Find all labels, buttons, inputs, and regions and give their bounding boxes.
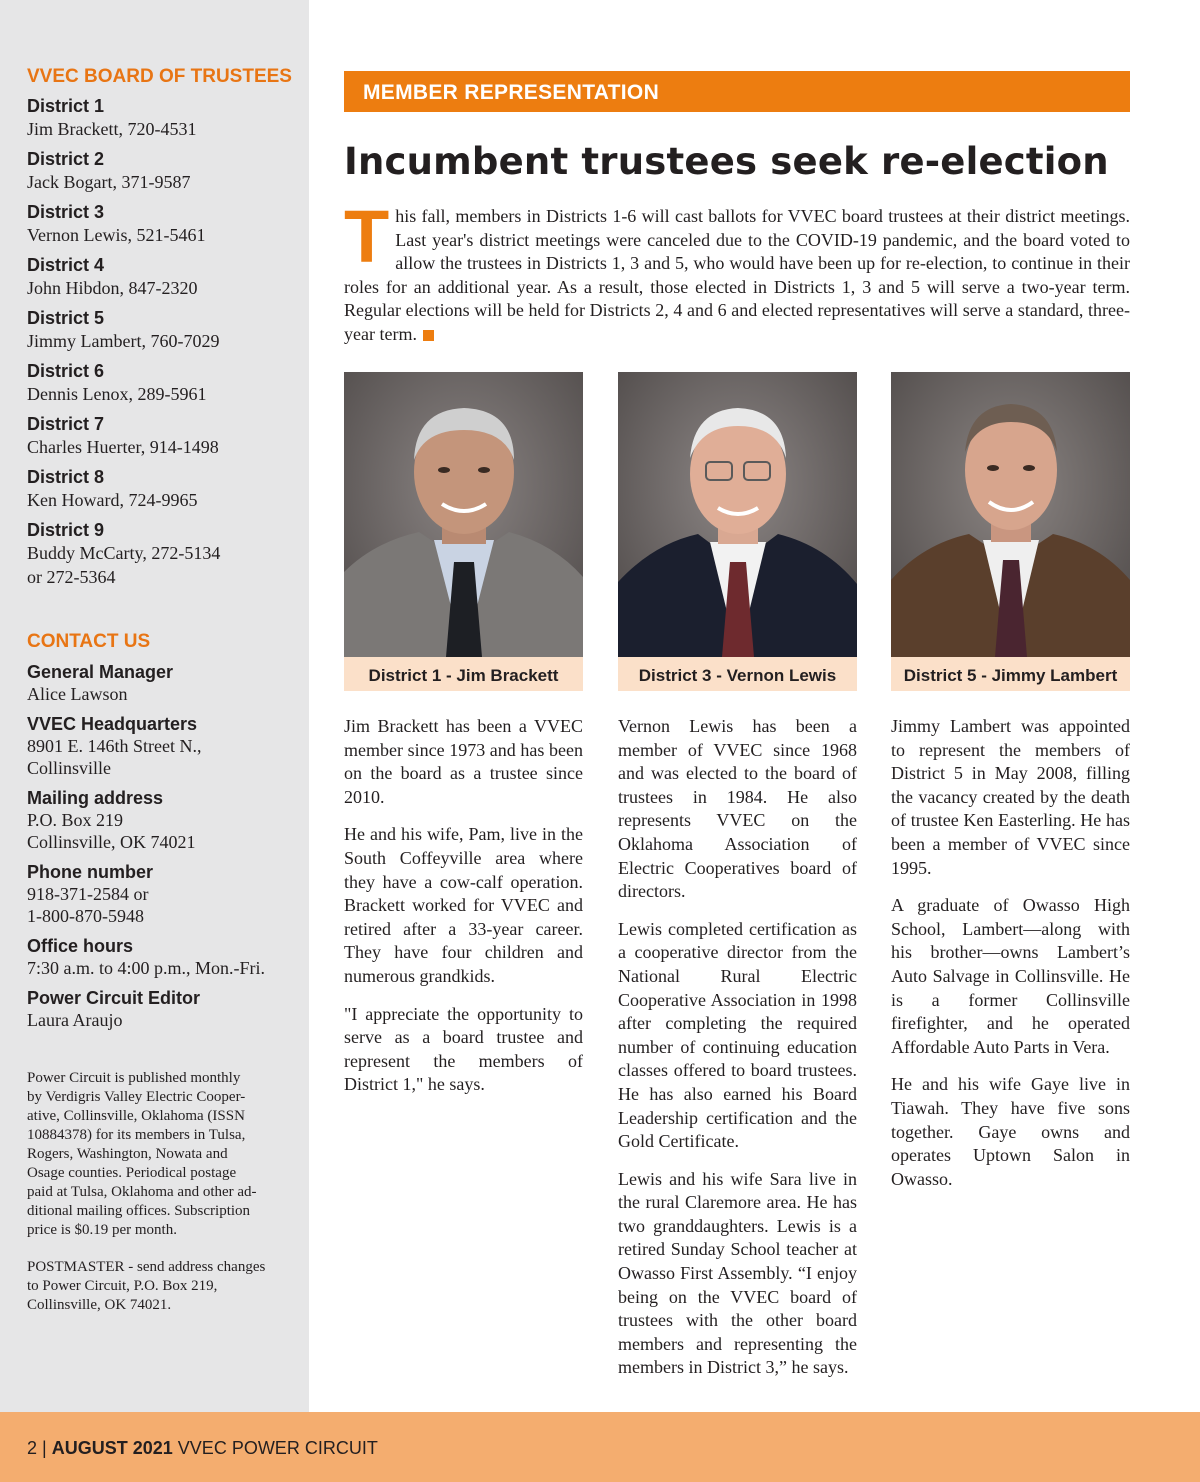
district-entry — [27, 148, 297, 194]
end-mark-icon — [423, 330, 434, 341]
district-trustee: Jim Brackett, 720-4531 — [27, 119, 197, 139]
contact-value: P.O. Box 219 — [27, 810, 124, 830]
notice-line: price is $0.19 per month. — [27, 1222, 177, 1238]
contact-value: Collinsville, OK 74021 — [27, 832, 196, 852]
folio-separator: | — [42, 1438, 47, 1458]
profile-body — [344, 715, 583, 1097]
district-name: District 9 — [27, 520, 105, 540]
contact-label: Power Circuit Editor — [27, 988, 201, 1008]
contact-heading: CONTACT US — [27, 631, 151, 652]
contact-label: General Manager — [27, 662, 174, 682]
profile-paragraph: Jimmy Lambert was appointed to represent the members of District 5 in May 2008, filling the vacancy created by the death of trustee Ken Easterling. He has been a member of VVEC since 1995. — [891, 716, 1130, 878]
contact-entry — [27, 713, 297, 779]
district-trustee-alt-phone: or 272-5364 — [27, 567, 116, 587]
sidebar-content — [27, 66, 297, 1315]
district-name: District 2 — [27, 149, 105, 169]
profile-body — [618, 715, 857, 1380]
district-name: District 7 — [27, 414, 105, 434]
contact-value: Collinsville — [27, 758, 112, 778]
district-entry — [27, 360, 297, 406]
contact-entry — [27, 787, 297, 853]
district-trustee: Vernon Lewis, 521-5461 — [27, 225, 206, 245]
contact-value: 7:30 a.m. to 4:00 p.m., Mon.-Fri. — [27, 958, 265, 978]
article-headline: Incumbent trustees seek re-election — [344, 140, 1109, 183]
profile-paragraph: Lewis and his wife Sara live in the rural Claremore area. He has two granddaughters. Lewis is a retired Sunday School teacher at Owasso First Assembly. “I enjoy being on the VVEC board of trustees with the other board members and representing the members in District 3,” he says. — [618, 1168, 857, 1378]
profile-paragraph: He and his wife, Pam, live in the South Coffeyville area where they have a cow-calf operation. Brackett worked for VVEC and retired after a 33-year career. They have four children and numerous grandkids. — [344, 824, 583, 986]
board-heading: VVEC BOARD OF TRUSTEES — [27, 66, 292, 87]
notice-line: POSTMASTER - send address changes — [27, 1259, 266, 1275]
contact-value: 918-371-2584 or — [27, 884, 149, 904]
district-entry — [27, 95, 297, 141]
district-name: District 4 — [27, 255, 105, 275]
notice-line: 10884378) for its members in Tulsa, — [27, 1127, 246, 1143]
district-trustee: Charles Huerter, 914-1498 — [27, 437, 219, 457]
sidebar — [0, 0, 309, 1412]
district-trustee: John Hibdon, 847-2320 — [27, 278, 198, 298]
profile-paragraph: He and his wife Gaye live in Tiawah. They have five sons together. Gaye owns and operates Uptown Salon in Owasso. — [891, 1074, 1130, 1189]
district-entry — [27, 466, 297, 512]
notice-line: ditional mailing offices. Subscription — [27, 1203, 251, 1219]
district-name: District 8 — [27, 467, 105, 487]
district-list — [27, 95, 297, 589]
article-intro — [344, 195, 1130, 346]
photo-caption: District 1 - Jim Brackett — [344, 657, 583, 691]
contact-label: VVEC Headquarters — [27, 714, 198, 734]
footer-folio — [27, 1438, 378, 1459]
section-banner: MEMBER REPRESENTATION — [344, 71, 1130, 112]
contact-label: Mailing address — [27, 788, 164, 808]
district-entry — [27, 413, 297, 459]
publication-notice — [27, 1069, 297, 1240]
contact-value: Alice Lawson — [27, 684, 128, 704]
photo-caption: District 5 - Jimmy Lambert — [891, 657, 1130, 691]
notice-line: paid at Tulsa, Oklahoma and other ad- — [27, 1184, 257, 1200]
profile-column-district-3 — [618, 372, 857, 1394]
district-trustee: Ken Howard, 724-9965 — [27, 490, 198, 510]
contact-entry — [27, 987, 297, 1031]
district-name: District 6 — [27, 361, 105, 381]
district-trustee: Jack Bogart, 371-9587 — [27, 172, 191, 192]
district-entry — [27, 307, 297, 353]
district-entry — [27, 519, 297, 589]
district-name: District 3 — [27, 202, 105, 222]
photo-caption: District 3 - Vernon Lewis — [618, 657, 857, 691]
notice-line: Collinsville, OK 74021. — [27, 1297, 172, 1313]
postmaster-notice — [27, 1258, 297, 1315]
notice-line: Rogers, Washington, Nowata and — [27, 1146, 228, 1162]
profile-column-district-5 — [891, 372, 1130, 1205]
contact-entry — [27, 661, 297, 705]
profile-paragraph: Vernon Lewis has been a member of VVEC since 1968 and was elected to the board of trustees in 1984. He also represents VVEC on the Oklahoma Association of Electric Cooperatives board of directors. — [618, 716, 857, 902]
notice-line: by Verdigris Valley Electric Cooper- — [27, 1089, 246, 1105]
contact-label: Office hours — [27, 936, 134, 956]
contact-entry — [27, 935, 297, 979]
profile-column-district-1 — [344, 372, 583, 1111]
publication-name: VVEC POWER CIRCUIT — [177, 1438, 378, 1458]
trustee-photo-jimmy-lambert — [891, 372, 1130, 657]
contact-value: 1-800-870-5948 — [27, 906, 144, 926]
district-entry — [27, 254, 297, 300]
notice-line: Osage counties. Periodical postage — [27, 1165, 237, 1181]
profile-paragraph: "I appreciate the opportunity to serve as a board trustee and represent the members of District 1," he says. — [344, 1003, 583, 1095]
district-name: District 1 — [27, 96, 105, 116]
district-trustee: Buddy McCarty, 272-5134 — [27, 543, 221, 563]
page-footer — [0, 1412, 1200, 1482]
trustee-photo-vernon-lewis — [618, 372, 857, 657]
contact-label: Phone number — [27, 862, 154, 882]
contact-value: Laura Araujo — [27, 1010, 123, 1030]
contact-value: 8901 E. 146th Street N., — [27, 736, 202, 756]
district-trustee: Jimmy Lambert, 760-7029 — [27, 331, 220, 351]
notice-line: Power Circuit is published monthly — [27, 1070, 241, 1086]
district-trustee: Dennis Lenox, 289-5961 — [27, 384, 207, 404]
district-entry — [27, 201, 297, 247]
district-name: District 5 — [27, 308, 105, 328]
issue-date: AUGUST 2021 — [51, 1438, 173, 1458]
notice-line: ative, Collinsville, Oklahoma (ISSN — [27, 1108, 245, 1124]
drop-cap: T — [344, 195, 390, 278]
contact-list — [27, 661, 297, 1031]
intro-text: his fall, members in Districts 1-6 will cast ballots for VVEC board trustees at their district meetings. Last year's district meetings were canceled due to the COVID-19 pandemic, and the board voted to allow the trustees in Districts 1, 3 and 5, who would have been up for re-election, to continue in their roles for an additional year. As a result, those elected in Districts 1, 3 and 5 will serve a two-year term. Regular elections will be held for Districts 2, 4 and 6 and elected representatives will serve a standard, three-year term. — [344, 206, 1130, 344]
profile-body — [891, 715, 1130, 1191]
contact-entry — [27, 861, 297, 927]
notice-line: to Power Circuit, P.O. Box 219, — [27, 1278, 218, 1294]
profile-paragraph: A graduate of Owasso High School, Lambert—along with his brother—owns Lambert’s Auto Salvage in Collinsville. He is a former Collinsville firefighter, and he operated Affordable Auto Parts in Vera. — [891, 895, 1130, 1057]
profile-paragraph: Lewis completed certification as a cooperative director from the National Rural Electric Cooperative Association in 1998 after completing the required number of continuing education classes offered to board trustees. He has also earned his Board Leadership certification and the Gold Certificate. — [618, 918, 857, 1152]
page-number: 2 — [27, 1438, 38, 1458]
trustee-photo-jim-brackett — [344, 372, 583, 657]
profile-paragraph: Jim Brackett has been a VVEC member since 1973 and has been on the board as a trustee since 2010. — [344, 716, 583, 807]
